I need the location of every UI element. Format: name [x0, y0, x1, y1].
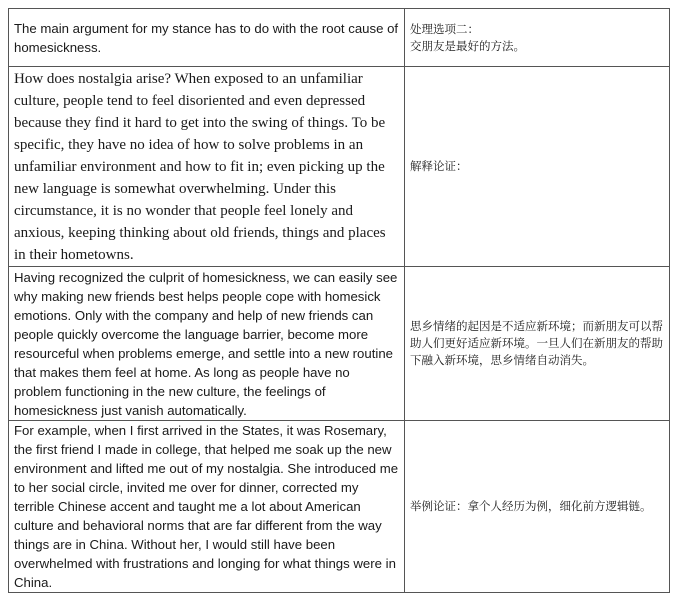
table-row: [9, 421, 670, 593]
argument-cell: [9, 67, 405, 267]
table-row: [9, 267, 670, 421]
note-cell: [405, 67, 670, 267]
table-row: [9, 9, 670, 67]
argument-text: How does nostalgia arise? When exposed to an unfamiliar culture, people tend to feel disoriented and even depressed because they find it hard to get into the swing of things. To be specific, they have no idea of how to solve problems in an unfamiliar environment and how to fit in; even picking up the new language is somewhat overwhelming. Under this circumstance, it is no wonder that people feel lonely and anxious, keeping thinking about old friends, things and places in their hometowns.: [14, 70, 386, 263]
argument-text: For example, when I first arrived in the States, it was Rosemary, the first friend I made in college, that helped me soak up the new environment and lifted me out of my nostalgia. She introduced me to her social circle, invited me over for dinner, corrected my terrible Chinese accent and taught me a lot about American culture and behavioral norms that are far different from the way things are in China. Without her, I would still have been overwhelmed with frustrations and longing for what things were in China.: [14, 423, 399, 590]
note-text: 处理选项二： 交朋友是最好的方法。: [410, 21, 525, 53]
note-cell: [405, 9, 670, 67]
table-row: [9, 67, 670, 267]
note-cell: [405, 267, 670, 421]
argument-text: The main argument for my stance has to do with the root cause of homesickness.: [14, 20, 399, 55]
essay-outline-table: [8, 8, 670, 593]
note-text: 解释论证：: [410, 159, 468, 173]
note-text: 思乡情绪的起因是不适应新环境；而新朋友可以帮助人们更好适应新环境。一旦人们在新朋友的帮助下融入新环境，思乡情绪自动消失。: [410, 319, 663, 367]
note-cell: [405, 421, 670, 593]
argument-cell: [9, 267, 405, 421]
argument-text: Having recognized the culprit of homesickness, we can easily see why making new friends best helps people cope with homesick emotions. Only with the company and help of new friends can people quickly overcome the language barrier, become more resourceful when problems emerge, and settle into a new routine that makes them feel at home. As long as people have no problem functioning in the new culture, the feelings of homesickness just vanish automatically.: [14, 269, 398, 418]
note-text: 举例论证：拿个人经历为例，细化前方逻辑链。: [410, 499, 652, 513]
argument-cell: [9, 421, 405, 593]
argument-cell: [9, 9, 405, 67]
